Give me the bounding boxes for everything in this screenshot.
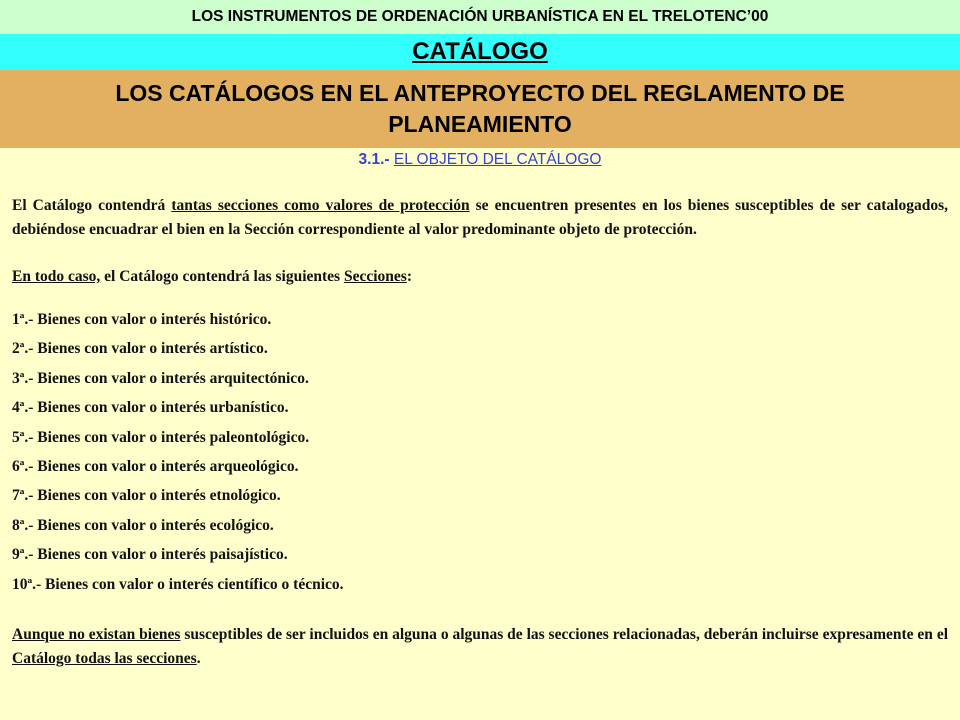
list-item: 7ª.- Bienes con valor o interés etnológico.: [12, 487, 281, 505]
sections-paragraph: [12, 265, 948, 289]
catalog-banner: [0, 34, 960, 70]
catalog-label: CATÁLOGO: [412, 38, 548, 65]
list-item: 10ª.- Bienes con valor o interés científico o técnico.: [12, 575, 344, 593]
list-item: 4ª.- Bienes con valor o interés urbanístico.: [12, 399, 289, 417]
sections-emphasis-2: Secciones: [343, 268, 407, 285]
section-number: 3.1.-: [358, 151, 394, 168]
intro-text-1: El Catálogo contendrá: [12, 197, 172, 214]
list-item: 1ª.- Bienes con valor o interés histórico.: [12, 311, 272, 328]
final-emphasis-2: Catálogo todas las secciones: [12, 649, 197, 667]
list-item: 2ª.- Bienes con valor o interés artístico.: [12, 340, 268, 358]
section-title-link[interactable]: EL OBJETO DEL CATÁLOGO: [393, 151, 602, 168]
document-header-title: LOS INSTRUMENTOS DE ORDENACIÓN URBANÍSTICA EN EL TRELOTENC’00: [0, 0, 960, 34]
list-item: 5ª.- Bienes con valor o interés paleontológico.: [12, 428, 310, 446]
list-item: 8ª.- Bienes con valor o interés ecológico.: [12, 516, 274, 534]
page-title: LOS CATÁLOGOS EN EL ANTEPROYECTO DEL REGLAMENTO DE PLANEAMIENTO: [115, 80, 845, 137]
intro-emphasis: tantas secciones como valores de protección: [171, 197, 470, 214]
section-heading: [0, 148, 960, 172]
sections-text-2: :: [406, 268, 412, 285]
final-emphasis-1: Aunque no existan bienes: [12, 625, 181, 643]
intro-text-2: se encuentren presentes en los bienes susceptibles de ser catalogados, debiéndose encuadrar el bien en la Sección correspondiente al valor predominante objeto de protección.: [12, 197, 949, 238]
list-item: 6ª.- Bienes con valor o interés arqueológico.: [12, 457, 299, 475]
list-item: 9ª.- Bienes con valor o interés paisajístico.: [12, 546, 288, 564]
intro-paragraph: [12, 194, 948, 242]
final-text-2: .: [196, 649, 201, 667]
list-item: 3ª.- Bienes con valor o interés arquitectónico.: [12, 369, 309, 387]
document-body: [12, 194, 948, 671]
final-paragraph: [12, 623, 948, 671]
final-text-1: susceptibles de ser incluidos en alguna o algunas de las secciones relacionadas, deberán incluirse expresamente en el: [180, 625, 949, 643]
sections-list: [12, 308, 948, 602]
main-title-banner: [0, 70, 960, 148]
sections-text-1: el Catálogo contendrá las siguientes: [100, 268, 344, 285]
sections-emphasis-1: En todo caso,: [12, 268, 101, 285]
